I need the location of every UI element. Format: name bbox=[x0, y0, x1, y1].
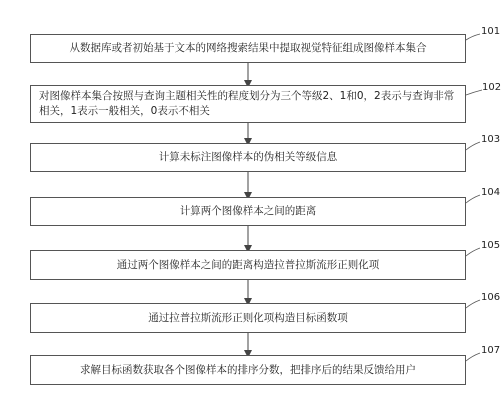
step-106-box bbox=[30, 303, 466, 333]
step-102-ref: 102 bbox=[482, 82, 502, 93]
step-102-box bbox=[30, 85, 466, 123]
step-107-text: 求解目标函数获取各个图像样本的排序分数，把排序后的结果反馈给用户 bbox=[80, 363, 416, 376]
step-105-ref: 105 bbox=[481, 240, 501, 251]
step-105-text: 通过两个图像样本之间的距离构造拉普拉斯流形正则化项 bbox=[116, 258, 380, 271]
step-101-box bbox=[30, 34, 466, 63]
step-101-ref: 101 bbox=[481, 26, 501, 37]
step-101-text: 从数据库或者初始基于文本的网络搜索结果中提取视觉特征组成图像样本集合 bbox=[69, 42, 427, 54]
step-103-ref: 103 bbox=[481, 134, 501, 145]
step-107-ref: 107 bbox=[481, 345, 501, 356]
step-107-box bbox=[30, 355, 466, 385]
leader-106 bbox=[466, 300, 480, 308]
step-104-ref: 104 bbox=[481, 187, 501, 198]
leader-104 bbox=[466, 195, 480, 203]
step-102-text: 对图像样本集合按照与查询主题相关性的程度划分为三个等级2、1和0，2表示与查询非常相关，1表示一般相关，0表示不相关 bbox=[39, 90, 455, 117]
step-104-text: 计算两个图像样本之间的距离 bbox=[179, 205, 317, 217]
leader-103 bbox=[466, 142, 480, 150]
step-103-text: 计算未标注图像样本的伪相关等级信息 bbox=[158, 151, 338, 163]
leader-107 bbox=[466, 353, 480, 361]
leader-102 bbox=[466, 90, 482, 95]
step-105-box bbox=[30, 250, 466, 280]
step-106-ref: 106 bbox=[481, 292, 501, 303]
leader-105 bbox=[466, 248, 480, 256]
step-103-box bbox=[30, 143, 466, 172]
step-104-box bbox=[30, 197, 466, 226]
leader-101 bbox=[466, 34, 480, 40]
step-106-text: 通过拉普拉斯流形正则化项构造目标函数项 bbox=[148, 311, 348, 324]
